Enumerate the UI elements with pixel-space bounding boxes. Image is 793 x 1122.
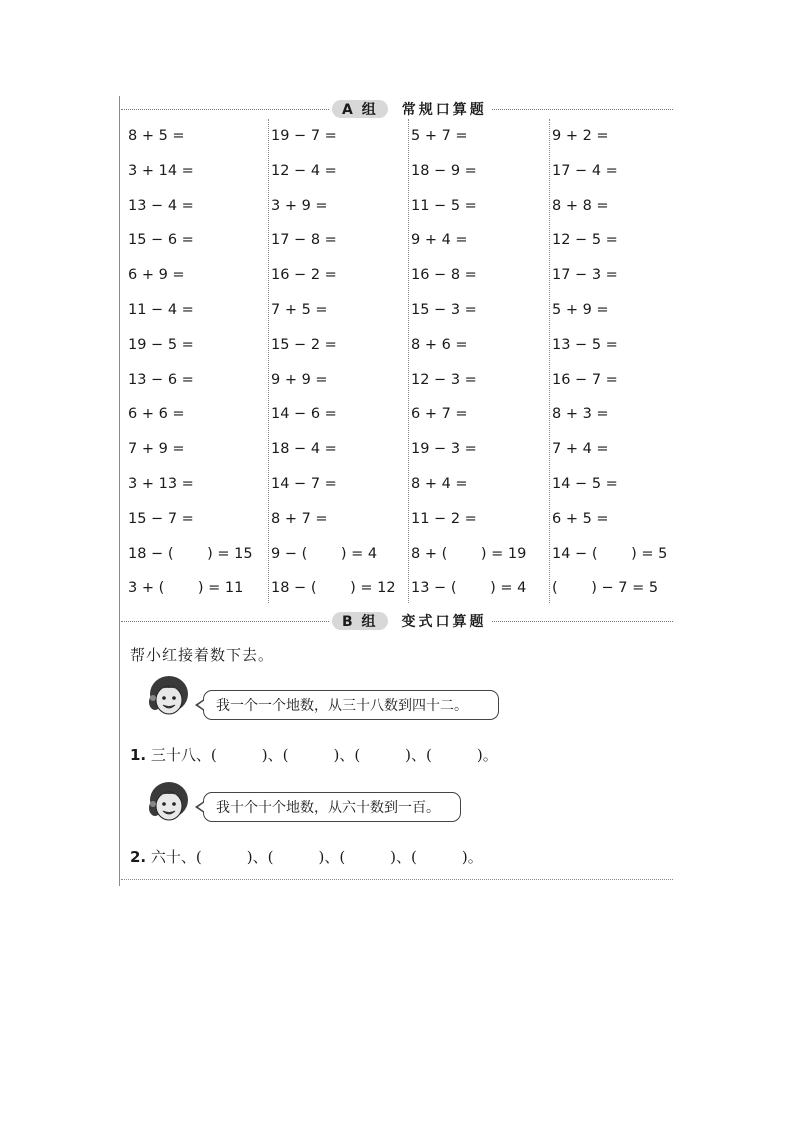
problem: 11 − 5 =	[411, 197, 477, 214]
question-2	[130, 846, 483, 867]
section-b-header	[121, 611, 673, 631]
problem: 3 + 9 =	[271, 197, 328, 214]
problem: 19 − 5 =	[128, 336, 194, 353]
problem: 13 − 4 =	[128, 197, 194, 214]
problem: 16 − 8 =	[411, 267, 477, 284]
problem: 3 + 13 =	[128, 475, 194, 492]
problem: 17 − 8 =	[271, 232, 337, 249]
problem: 13 − 5 =	[552, 336, 618, 353]
problem-grid	[119, 119, 673, 603]
question-text: 三十八、( )、( )、( )、( )。	[146, 746, 498, 764]
problem: 6 + 9 =	[128, 267, 185, 284]
speech-bubble-1: 我一个一个地数，从三十八数到四十二。	[203, 690, 499, 720]
question-1	[130, 744, 498, 765]
section-a-header	[121, 99, 673, 119]
problem: 13 − ( ) = 4	[411, 580, 527, 597]
problem: 14 − 5 =	[552, 475, 618, 492]
girl-character-icon	[146, 674, 192, 720]
problem: 6 + 6 =	[128, 406, 185, 423]
problem: 7 + 5 =	[271, 301, 328, 318]
section-b-title: 变式口算题	[401, 614, 487, 630]
problem: 12 − 4 =	[271, 162, 337, 179]
problem-column-2	[268, 119, 403, 603]
problem: 18 − ( ) = 15	[128, 545, 253, 562]
problem: 18 − 4 =	[271, 441, 337, 458]
section-a-title-group	[330, 99, 491, 119]
problem: 8 + 5 =	[128, 128, 185, 144]
problem-column-4	[549, 119, 676, 603]
girl-character-icon	[146, 780, 192, 826]
section-b-title-group	[330, 611, 491, 631]
problem: 12 − 3 =	[411, 371, 477, 388]
problem: 11 − 2 =	[411, 510, 477, 527]
problem: 18 − ( ) = 12	[271, 580, 396, 597]
problem: 16 − 7 =	[552, 371, 618, 388]
problem: 9 + 2 =	[552, 128, 609, 144]
problem: 14 − ( ) = 5	[552, 545, 668, 562]
section-a-title: 常规口算题	[401, 102, 487, 118]
question-number: 1.	[130, 746, 147, 764]
problem: 19 − 3 =	[411, 441, 477, 458]
problem: 8 + 8 =	[552, 197, 609, 214]
worksheet	[119, 96, 673, 886]
problem: 9 + 4 =	[411, 232, 468, 249]
problem: 6 + 7 =	[411, 406, 468, 423]
problem: 9 + 9 =	[271, 371, 328, 388]
problem: ( ) − 7 = 5	[552, 580, 659, 597]
problem: 7 + 4 =	[552, 441, 609, 458]
problem: 15 − 2 =	[271, 336, 337, 353]
problem: 8 + 7 =	[271, 510, 328, 527]
problem: 5 + 9 =	[552, 301, 609, 318]
section-a-badge: A 组	[332, 100, 388, 118]
speech-bubble-2: 我十个十个地数，从六十数到一百。	[203, 792, 461, 822]
problem: 3 + ( ) = 11	[128, 580, 244, 597]
problem: 14 − 6 =	[271, 406, 337, 423]
question-text: 六十、( )、( )、( )、( )。	[146, 848, 483, 866]
problem: 13 − 6 =	[128, 371, 194, 388]
problem: 11 − 4 =	[128, 301, 194, 318]
instruction-text: 帮小红接着数下去。	[130, 646, 275, 664]
problem: 17 − 4 =	[552, 162, 618, 179]
problem: 15 − 6 =	[128, 232, 194, 249]
problem: 8 + 6 =	[411, 336, 468, 353]
problem: 9 − ( ) = 4	[271, 545, 378, 562]
question-number: 2.	[130, 848, 147, 866]
problem-column-1	[128, 119, 258, 603]
problem: 15 − 3 =	[411, 301, 477, 318]
section-b-badge: B 组	[332, 612, 388, 630]
problem: 8 + 3 =	[552, 406, 609, 423]
problem: 19 − 7 =	[271, 128, 337, 144]
problem: 5 + 7 =	[411, 128, 468, 144]
problem: 6 + 5 =	[552, 510, 609, 527]
problem: 15 − 7 =	[128, 510, 194, 527]
problem: 16 − 2 =	[271, 267, 337, 284]
problem: 12 − 5 =	[552, 232, 618, 249]
problem-column-3	[408, 119, 543, 603]
problem: 18 − 9 =	[411, 162, 477, 179]
problem: 7 + 9 =	[128, 441, 185, 458]
problem: 3 + 14 =	[128, 162, 194, 179]
problem: 8 + 4 =	[411, 475, 468, 492]
bottom-dotted-rule	[121, 879, 673, 880]
problem: 17 − 3 =	[552, 267, 618, 284]
problem: 14 − 7 =	[271, 475, 337, 492]
problem: 8 + ( ) = 19	[411, 545, 527, 562]
